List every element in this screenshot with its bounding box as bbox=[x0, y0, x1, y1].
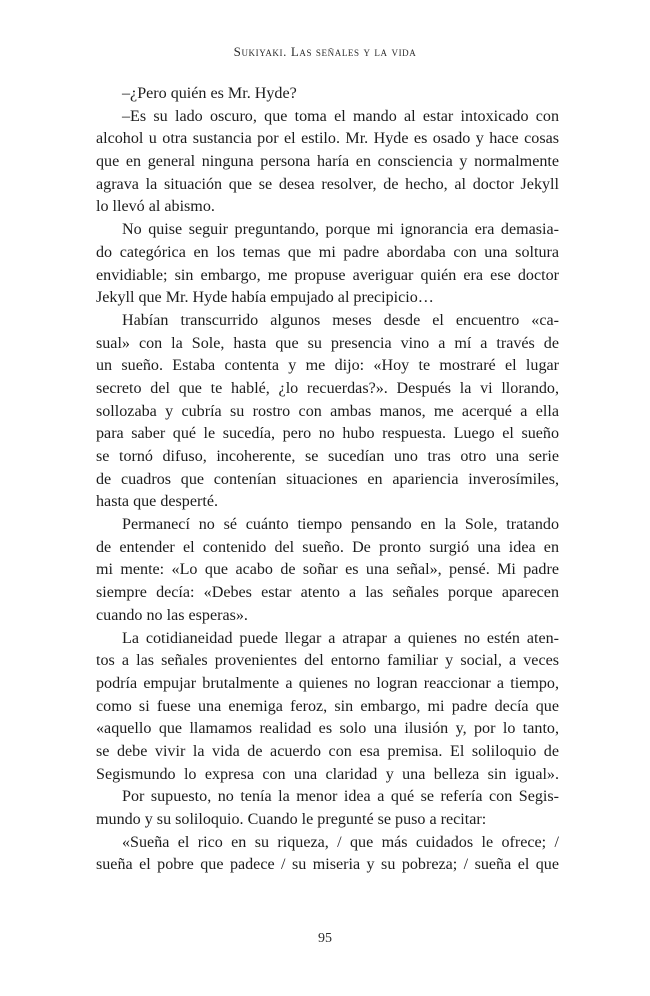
text-line: hasta que desperté. bbox=[96, 493, 218, 511]
text-line: «aquello que llamamos realidad es solo una ilusión y, por lo tanto, bbox=[96, 720, 559, 738]
text-line: –Es su lado oscuro, que toma el mando al estar intoxicado con bbox=[122, 107, 559, 125]
page-number: 95 bbox=[318, 931, 332, 946]
text-line: cuando no las esperas». bbox=[96, 606, 248, 624]
text-line: lo llevó al abismo. bbox=[96, 198, 215, 216]
text-line: envidiable; sin embargo, me propuse averiguar quién era ese doctor bbox=[96, 266, 559, 284]
text-line: Por supuesto, no tenía la menor idea a qué se refería con Segis- bbox=[122, 788, 559, 806]
running-header: Sukiyaki. Las señales y la vida bbox=[233, 44, 417, 59]
text-line: secreto del que te hablé, ¿lo recuerdas?». Después la vi llorando, bbox=[96, 379, 559, 397]
body-text bbox=[96, 83, 559, 877]
text-line: que en general ninguna persona haría en consciencia y normalmente bbox=[96, 153, 559, 171]
text-line: do categórica en los temas que mi padre abordaba con una soltura bbox=[96, 243, 559, 261]
text-line: sueña el pobre que padece / su miseria y su pobreza; / sueña el que bbox=[96, 856, 559, 874]
text-line: mi mente: «Lo que acabo de soñar es una señal», pensé. Mi padre bbox=[96, 561, 559, 579]
text-line: siempre decía: «Debes estar atento a las señales porque aparecen bbox=[96, 584, 559, 602]
text-line: un sueño. Estaba contenta y me dijo: «Hoy te mostraré el lugar bbox=[96, 357, 559, 375]
text-line: para saber qué le sucedía, pero no hubo respuesta. Luego el sueño bbox=[96, 425, 559, 443]
text-line: «Sueña el rico en su riqueza, / que más cuidados le ofrece; / bbox=[122, 833, 559, 851]
text-line: se debe vivir la vida de acuerdo con esa premisa. El soliloquio de bbox=[96, 742, 559, 760]
text-line: agrava la situación que se desea resolver, de hecho, al doctor Jekyll bbox=[96, 175, 559, 193]
text-line: de entender el contenido del sueño. De pronto surgió una idea en bbox=[96, 538, 559, 556]
text-line: No quise seguir preguntando, porque mi ignorancia era demasia- bbox=[122, 221, 559, 239]
text-line: de cuadros que contenían situaciones en apariencia inverosímiles, bbox=[96, 470, 559, 488]
text-line: Segismundo lo expresa con una claridad y una belleza sin igual». bbox=[96, 765, 559, 783]
text-line: –¿Pero quién es Mr. Hyde? bbox=[122, 85, 297, 102]
text-line: Permanecí no sé cuánto tiempo pensando en la Sole, tratando bbox=[122, 516, 559, 534]
text-line: La cotidianeidad puede llegar a atrapar a quienes no estén aten- bbox=[122, 629, 559, 647]
text-line: tos a las señales provenientes del entorno familiar y social, a veces bbox=[96, 652, 559, 670]
text-line: Habían transcurrido algunos meses desde el encuentro «ca- bbox=[122, 311, 559, 329]
text-line: mundo y su soliloquio. Cuando le pregunté se puso a recitar: bbox=[96, 811, 487, 828]
text-line: podría empujar brutalmente a quienes no logran reaccionar a tiempo, bbox=[96, 674, 559, 692]
text-line: sollozaba y cubría su rostro con ambas manos, me acerqué a ella bbox=[96, 402, 559, 420]
text-line: sual» con la Sole, hasta que su presencia vino a mí a través de bbox=[96, 334, 559, 352]
text-line: alcohol u otra sustancia por el estilo. Mr. Hyde es osado y hace cosas bbox=[96, 130, 559, 148]
text-line: Jekyll que Mr. Hyde había empujado al precipicio… bbox=[96, 289, 434, 307]
text-line: como si fuese una enemiga feroz, sin embargo, mi padre decía que bbox=[96, 697, 559, 715]
text-line: se tornó difuso, incoherente, se sucedían uno tras otro una serie bbox=[96, 448, 559, 465]
